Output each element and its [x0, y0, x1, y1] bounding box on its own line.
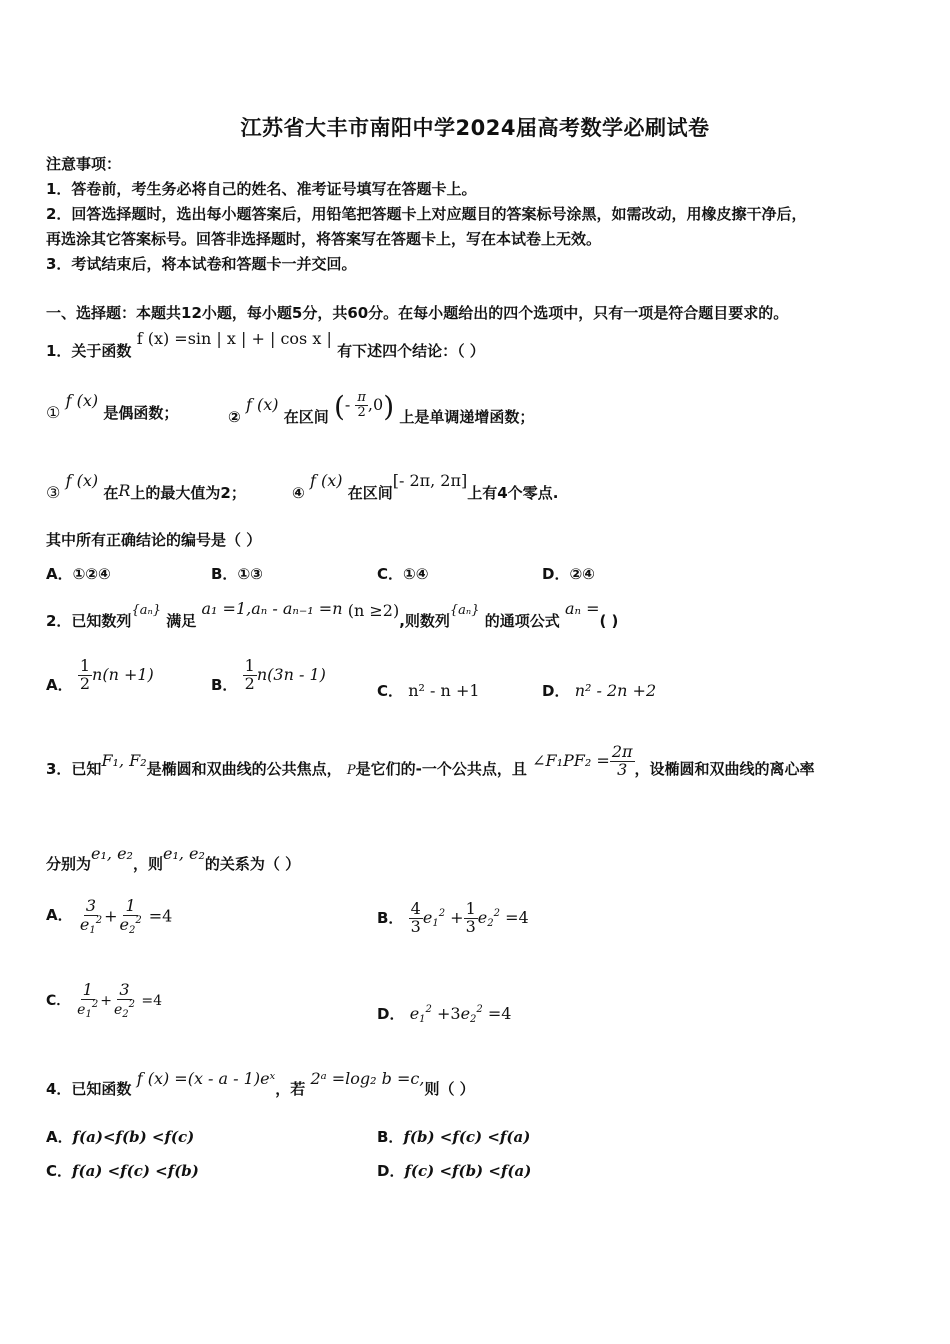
- fraction-1-over-3: $\frac{1}{3}$: [465, 899, 476, 936]
- q3-option-d: D． $e_1^2 +3e_2^2 =4$: [377, 1004, 512, 1025]
- option-text: n² - 2n +2: [574, 681, 657, 700]
- q2-option-d: [542, 680, 656, 701]
- fraction-3-over-e2sq: $\frac{3}{e_2^2}$: [113, 980, 135, 1020]
- statement-3-label: ③: [46, 483, 61, 502]
- point-p: P: [346, 762, 356, 778]
- fraction-denominator: 2: [244, 673, 255, 693]
- notice-heading: 注意事项：: [46, 155, 122, 173]
- option-text: n(3n - 1): [256, 664, 326, 684]
- question-4-suffix: 则（ ）: [424, 1080, 475, 1098]
- question-2-suffix: ( ): [599, 612, 619, 630]
- fraction-1-over-e2sq: $\frac{1}{e_2^2}$: [119, 896, 142, 936]
- fraction-numerator: 2π: [611, 742, 633, 761]
- statement-row-2: [228, 390, 535, 426]
- statement-2-text: 在区间: [283, 408, 329, 426]
- sequence-a-2: {aₙ}: [449, 603, 480, 618]
- statement-1-fx: f (x): [65, 391, 99, 410]
- option-label: D．: [377, 1162, 405, 1180]
- option-label: A．: [46, 905, 73, 924]
- option-text: f(a) <f(c) <f(b): [72, 1162, 199, 1180]
- fraction-denominator: 2: [79, 673, 91, 693]
- notice-item: 2．回答选择题时，选出每小题答案后，用铅笔把答题卡上对应题目的答案标号涂黑，如需改动，用橡皮擦干净后，: [46, 205, 807, 223]
- fraction-4-over-3: $\frac{4}{3}$: [410, 899, 421, 936]
- option-label: C．: [377, 565, 404, 583]
- notice-item: 1．答卷前，考生务必将自己的姓名、准考证号填写在答题卡上。: [46, 180, 477, 198]
- question-2-prefix: 2．已知数列: [46, 612, 132, 630]
- option-text: n² - n +1: [408, 681, 480, 700]
- fraction-numerator: π: [357, 390, 366, 406]
- q2-option-c: [377, 680, 480, 701]
- general-term: aₙ =: [564, 599, 600, 618]
- question-3-text-6: 的关系为（ ）: [204, 855, 301, 873]
- question-3-text-4: 分别为: [46, 855, 92, 873]
- statement-2-fx: f (x): [245, 395, 279, 414]
- condition-a1: a₁ =1,: [201, 599, 252, 618]
- q3-option-b: B． $\frac{4}{3}$ $e_1^2$ + $\frac{1}{3}$ $e_2^2 =4$: [377, 899, 529, 936]
- page-title: 江苏省大丰市南阳中学2024届高考数学必刷试卷: [240, 116, 710, 140]
- option-d: [542, 563, 595, 584]
- option-text: n(n +1): [92, 664, 154, 684]
- statement-4-fx: f (x): [309, 471, 343, 490]
- option-label: B．: [211, 565, 238, 583]
- option-text: ①③: [237, 565, 263, 583]
- question-2: [46, 598, 619, 630]
- option-text: f(c) <f(b) <f(a): [404, 1162, 532, 1180]
- statement-3-text: 在: [103, 484, 119, 502]
- fraction-3-over-e1sq: $\frac{3}{e_1^2}$: [79, 896, 103, 936]
- q2-option-b: [211, 658, 326, 693]
- two-pi-over-3-fraction: [610, 744, 635, 779]
- option-label: D．: [377, 1005, 405, 1023]
- fraction-1-over-e1sq: $\frac{1}{e_1^2}$: [77, 980, 99, 1020]
- question-4-text: ，若: [275, 1080, 306, 1098]
- question-3-text: 是椭圆和双曲线的公共焦点，: [146, 759, 342, 778]
- option-label: B．: [377, 908, 404, 927]
- q3-option-a: A． $\frac{3}{e_1^2}$ + $\frac{1}{e_2^2}$ =4: [46, 896, 173, 936]
- condition-recurrence: aₙ - aₙ₋₁ =n: [251, 599, 343, 618]
- pi-over-2-fraction: [355, 391, 368, 419]
- eccentricities-2: e₁, e₂: [162, 844, 205, 863]
- fraction-numerator: 1: [79, 656, 91, 675]
- interval-left-paren: (: [333, 390, 345, 423]
- statement-1-text: 是偶函数；: [103, 404, 179, 422]
- statement-2-text-2: 上是单调递增函数；: [399, 408, 535, 426]
- q4-option-d: [377, 1160, 531, 1181]
- q4-option-c: [46, 1160, 199, 1181]
- question-3-line-2: [46, 843, 301, 873]
- half-fraction: [78, 658, 92, 693]
- statement-4-text: 在区间: [347, 484, 393, 502]
- q3-option-c: C． $\frac{1}{e_1^2}$ + $\frac{3}{e_2^2}$ =4: [46, 980, 163, 1020]
- question-3-text-3: ，设椭圆和双曲线的离心率: [634, 759, 815, 778]
- interval-minus: -: [344, 395, 356, 414]
- option-text: ①④: [403, 565, 429, 583]
- question-4: [46, 1068, 475, 1098]
- statement-1-label: ①: [46, 403, 61, 422]
- question-3-text-2: 是它们的-一个公共点，且: [355, 759, 527, 778]
- question-3-prefix: 3．已知: [46, 759, 102, 778]
- option-label: D．: [542, 565, 570, 583]
- question-1-formula: f (x) =sin | x | + | cos x |: [136, 329, 332, 348]
- question-1-ask: 其中所有正确结论的编号是（ ）: [46, 531, 262, 549]
- option-label: A．: [46, 1128, 73, 1146]
- option-b: [211, 563, 263, 584]
- option-text: f(a)<f(b) <f(c): [72, 1128, 195, 1146]
- option-label: B．: [377, 1128, 404, 1146]
- option-label: A．: [46, 675, 73, 694]
- statement-row-1: [46, 390, 179, 422]
- question-2-text: 满足: [166, 612, 197, 630]
- option-text: f(b) <f(c) <f(a): [403, 1128, 531, 1146]
- option-label: B．: [211, 675, 238, 694]
- option-text: ①②④: [72, 565, 111, 583]
- question-1-suffix: 有下述四个结论：（ ）: [337, 342, 485, 360]
- sequence-a: {aₙ}: [131, 603, 162, 618]
- question-4-condition: 2ᵃ =log₂ b =c,: [310, 1069, 425, 1088]
- option-label: A．: [46, 565, 73, 583]
- section-heading: 一、选择题：本题共12小题，每小题5分，共60分。在每小题给出的四个选项中，只有一项是符合题目要求的。: [46, 304, 789, 322]
- question-2-text-2: ,则数列: [399, 612, 450, 630]
- notice-item: 再选涂其它答案标号。回答非选择题时，将答案写在答题卡上，写在本试卷上无效。: [46, 230, 602, 248]
- fraction-denominator: 2: [357, 405, 366, 420]
- question-4-prefix: 4．已知函数: [46, 1080, 132, 1098]
- foci: F₁, F₂: [101, 750, 147, 770]
- statement-2-label: ②: [228, 408, 241, 426]
- question-1: [46, 328, 485, 360]
- statement-row-4: [292, 470, 559, 502]
- half-fraction: [243, 658, 257, 693]
- angle-expression: ∠F₁PF₂ =: [532, 750, 610, 770]
- question-3: [46, 744, 815, 779]
- statement-3-R: R: [118, 481, 131, 500]
- question-4-formula: f (x) =(x - a - 1)eˣ: [136, 1069, 276, 1088]
- fraction-denominator: 3: [617, 759, 628, 779]
- option-label: C．: [46, 1162, 73, 1180]
- question-2-text-3: 的通项公式: [484, 612, 560, 630]
- interval-right-paren: ): [383, 390, 395, 423]
- option-label: C．: [377, 682, 404, 700]
- interval-right: ,0: [367, 395, 384, 414]
- eccentricities: e₁, e₂: [91, 844, 133, 863]
- statement-4-text-2: 上有4个零点.: [467, 484, 559, 502]
- option-label: C．: [46, 993, 71, 1010]
- option-label: D．: [542, 682, 570, 700]
- question-3-text-5: ，则: [132, 855, 163, 873]
- statement-4-interval: [- 2π, 2π]: [392, 471, 468, 490]
- q2-option-a: [46, 658, 154, 693]
- statement-3-text-2: 上的最大值为2；: [130, 484, 246, 502]
- statement-row-3: [46, 470, 246, 502]
- condition-n-range: (n ≥2): [347, 601, 400, 620]
- notice-item: 3．考试结束后，将本试卷和答题卡一并交回。: [46, 255, 357, 273]
- q4-option-b: [377, 1126, 530, 1147]
- option-a: [46, 563, 111, 584]
- statement-4-label: ④: [292, 484, 305, 502]
- fraction-numerator: 1: [244, 656, 255, 675]
- option-text: ②④: [569, 565, 595, 583]
- option-c: [377, 563, 428, 584]
- q4-option-a: [46, 1126, 194, 1147]
- question-1-prefix: 1．关于函数: [46, 342, 132, 360]
- statement-3-fx: f (x): [65, 471, 99, 490]
